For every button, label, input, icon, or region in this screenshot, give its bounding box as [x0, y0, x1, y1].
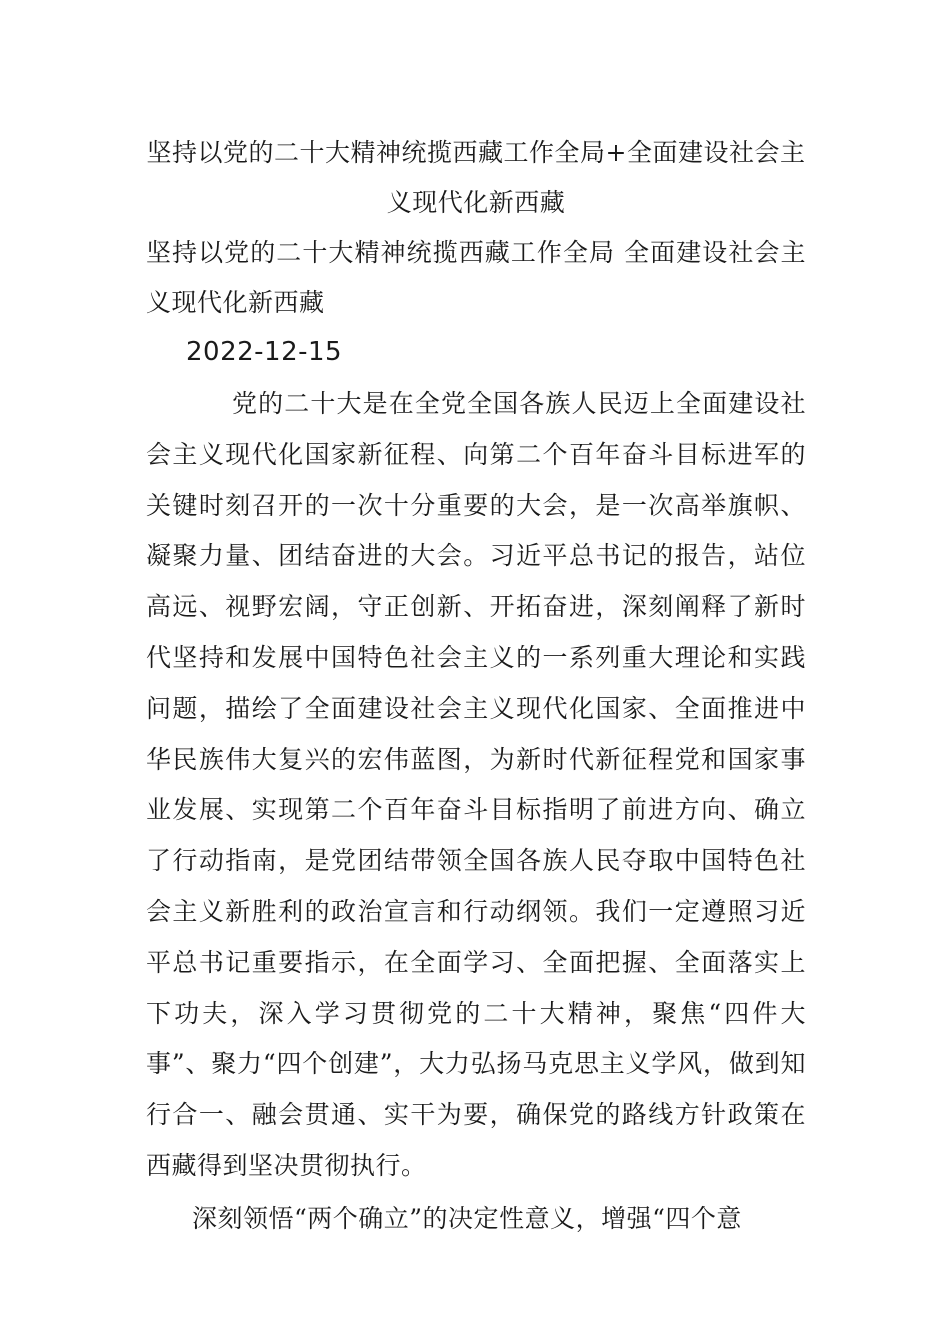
document-title: 坚持以党的二十大精神统揽西藏工作全局+全面建设社会主义现代化新西藏 — [146, 138, 806, 217]
document-body — [146, 128, 806, 1245]
publish-date: 2022-12-15 — [186, 337, 343, 367]
document-subtitle: 坚持以党的二十大精神统揽西藏工作全局 全面建设社会主义现代化新西藏 — [146, 238, 806, 317]
paragraph-1: 党的二十大是在全党全国各族人民迈上全面建设社会主义现代化国家新征程、向第二个百年奋斗目标进军的关键时刻召开的一次十分重要的大会，是一次高举旗帜、凝聚力量、团结奋进的大会。习近平总书记的报告，站位高远、视野宏阔，守正创新、开拓奋进，深刻阐释了新时代坚持和发展中国特色社会主义的一系列重大理论和实践问题，描绘了全面建设社会主义现代化国家、全面推进中华民族伟大复兴的宏伟蓝图，为新时代新征程党和国家事业发展、实现第二个百年奋斗目标指明了前进方向、确立了行动指南，是党团结带领全国各族人民夺取中国特色社会主义新胜利的政治宣言和行动纲领。我们一定遵照习近平总书记重要指示，在全面学习、全面把握、全面落实上下功夫，深入学习贯彻党的二十大精神，聚焦“四件大事”、聚力“四个创建”，大力弘扬马克思主义学风，做到知行合一、融会贯通、实干为要，确保党的路线方针政策在西藏得到坚决贯彻执行。 — [146, 389, 806, 1180]
paragraph-2: 深刻领悟“两个确立”的决定性意义，增强“四个意 — [192, 1203, 742, 1233]
